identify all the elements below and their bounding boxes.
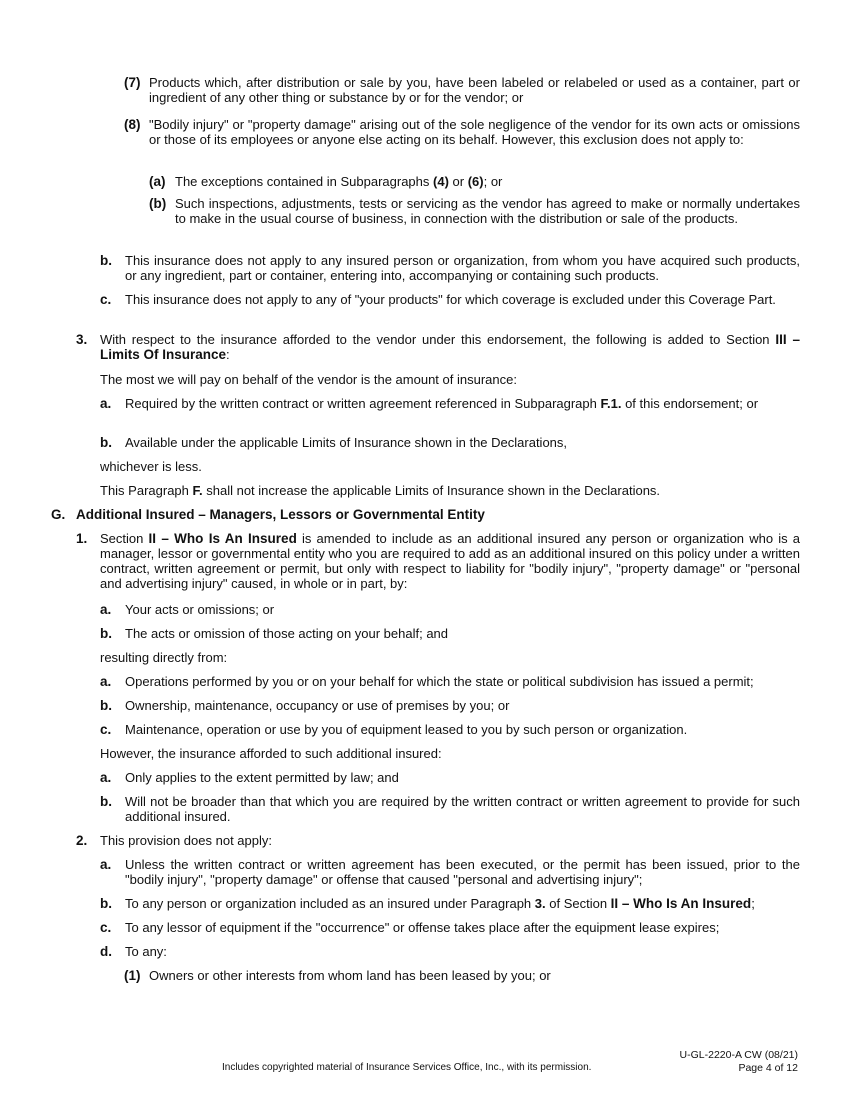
item-text: The exceptions contained in Subparagraphs (4) or (6); or — [175, 174, 503, 189]
item-label: (a) — [149, 174, 166, 189]
item-label: 3. — [76, 332, 88, 347]
item-text: Section II – Who Is An Insured is amended to include as an additional insured any person or organization who is a manager, lessor or governmental entity who you are required to add as an additional insured on this policy under a written contract, written agreement or permit, but only with respect to liability for "bodily injury", "property damage" or "personal and advertising injury" caused, in whole or in part, by: — [100, 531, 801, 591]
item-text: This provision does not apply: — [100, 833, 272, 848]
item-label: (1) — [124, 968, 141, 983]
item-a — [100, 857, 800, 887]
item-label: b. — [100, 794, 112, 809]
item-d1 — [124, 968, 800, 983]
item-label: b. — [100, 435, 112, 450]
item-a — [100, 674, 800, 689]
item-label: b. — [100, 896, 112, 911]
item-label: G. — [51, 507, 66, 522]
item-text: Your acts or omissions; or — [125, 602, 275, 617]
item-text: The acts or omission of those acting on your behalf; and — [125, 626, 449, 641]
item-b — [100, 698, 800, 713]
item-text: Only applies to the extent permitted by law; and — [125, 770, 399, 785]
section-title: Additional Insured – Managers, Lessors or Governmental Entity — [76, 507, 485, 522]
item-b — [100, 626, 800, 641]
item-label: b. — [100, 698, 112, 713]
item-text: Maintenance, operation or use by you of equipment leased to you by such person or organization. — [125, 722, 688, 737]
item-label: c. — [100, 920, 112, 935]
item-text: Owners or other interests from whom land has been leased by you; or — [149, 968, 551, 983]
item-label: c. — [100, 292, 112, 307]
item-label: a. — [100, 770, 112, 785]
section-g-heading — [51, 507, 800, 522]
item-label: (8) — [124, 117, 141, 132]
item-text: This insurance does not apply to any insured person or organization, from whom you have acquired such products, or any ingredient, part or container, entering into, accompanying or containing such products. — [125, 253, 800, 283]
item-text: Available under the applicable Limits of Insurance shown in the Declarations, — [125, 435, 568, 450]
item-a — [100, 396, 800, 411]
item-d — [100, 944, 800, 959]
paragraph: However, the insurance afforded to such additional insured: — [100, 746, 442, 761]
item-label: a. — [100, 857, 112, 872]
footer-copyright: Includes copyrighted material of Insurance Services Office, Inc., with its permission. — [222, 1062, 592, 1073]
paragraph: whichever is less. — [100, 459, 202, 474]
item-a — [100, 602, 800, 617]
item-label: (b) — [149, 196, 167, 211]
item-label: c. — [100, 722, 112, 737]
item-text: Will not be broader than that which you are required by the written contract or written agreement to provide for such additional insured. — [125, 794, 800, 824]
item-8 — [124, 117, 800, 147]
item-c — [100, 722, 800, 737]
item-text: Operations performed by you or on your behalf for which the state or political subdivision has issued a permit; — [125, 674, 754, 689]
item-c — [100, 292, 800, 307]
item-text: This insurance does not apply to any of "your products" for which coverage is excluded under this Coverage Part. — [125, 292, 776, 307]
form-number: U-GL-2220-A CW (08/21) — [679, 1049, 798, 1061]
paragraph: resulting directly from: — [100, 650, 228, 665]
item-text: Products which, after distribution or sale by you, have been labeled or relabeled or used as a container, part or ingredient of any other thing or substance by or for the vendor; or — [149, 75, 800, 105]
item-label: a. — [100, 602, 112, 617]
paragraph: The most we will pay on behalf of the vendor is the amount of insurance: — [100, 372, 517, 387]
item-text: Such inspections, adjustments, tests or servicing as the vendor has agreed to make or normally undertakes to make in the usual course of business, in connection with the distribution or sale of the products. — [175, 196, 800, 226]
item-b — [100, 253, 800, 283]
item-text: To any lessor of equipment if the "occurrence" or offense takes place after the equipment lease expires; — [125, 920, 720, 935]
item-8a — [149, 174, 800, 189]
item-label: b. — [100, 253, 112, 268]
item-text: "Bodily injury" or "property damage" arising out of the sole negligence of the vendor for its own acts or omissions or those of its employees or anyone else acting on its behalf. However, this exclusion does not apply to: — [149, 117, 800, 147]
item-text: Unless the written contract or written agreement has been executed, or the permit has been issued, prior to the "bodily injury", "property damage" or offense that caused "personal and advertising injury"; — [125, 857, 800, 887]
item-text: To any person or organization included as an insured under Paragraph 3. of Section II – Who Is An Insured; — [125, 896, 755, 911]
item-label: 1. — [76, 531, 88, 546]
item-text: To any: — [125, 944, 167, 959]
footer-form-info — [680, 1049, 798, 1075]
item-label: a. — [100, 396, 112, 411]
item-a — [100, 770, 800, 785]
item-c — [100, 920, 800, 935]
item-label: 2. — [76, 833, 88, 848]
item-b — [100, 435, 800, 450]
paragraph: This Paragraph F. shall not increase the applicable Limits of Insurance shown in the Declarations. — [100, 483, 661, 498]
item-2 — [76, 833, 800, 848]
item-text: Required by the written contract or written agreement referenced in Subparagraph F.1. of this endorsement; or — [125, 396, 759, 411]
item-text: With respect to the insurance afforded to the vendor under this endorsement, the following is added to Section III – Limits Of Insurance: — [100, 332, 800, 362]
item-label: a. — [100, 674, 112, 689]
item-7 — [124, 75, 800, 105]
item-b — [100, 896, 800, 911]
item-label: d. — [100, 944, 112, 959]
item-label: (7) — [124, 75, 141, 90]
item-8b — [149, 196, 800, 226]
item-label: b. — [100, 626, 112, 641]
item-3 — [76, 332, 800, 362]
item-b — [100, 794, 800, 824]
item-1 — [76, 531, 800, 591]
page-number: Page 4 of 12 — [738, 1062, 798, 1074]
item-text: Ownership, maintenance, occupancy or use of premises by you; or — [125, 698, 510, 713]
